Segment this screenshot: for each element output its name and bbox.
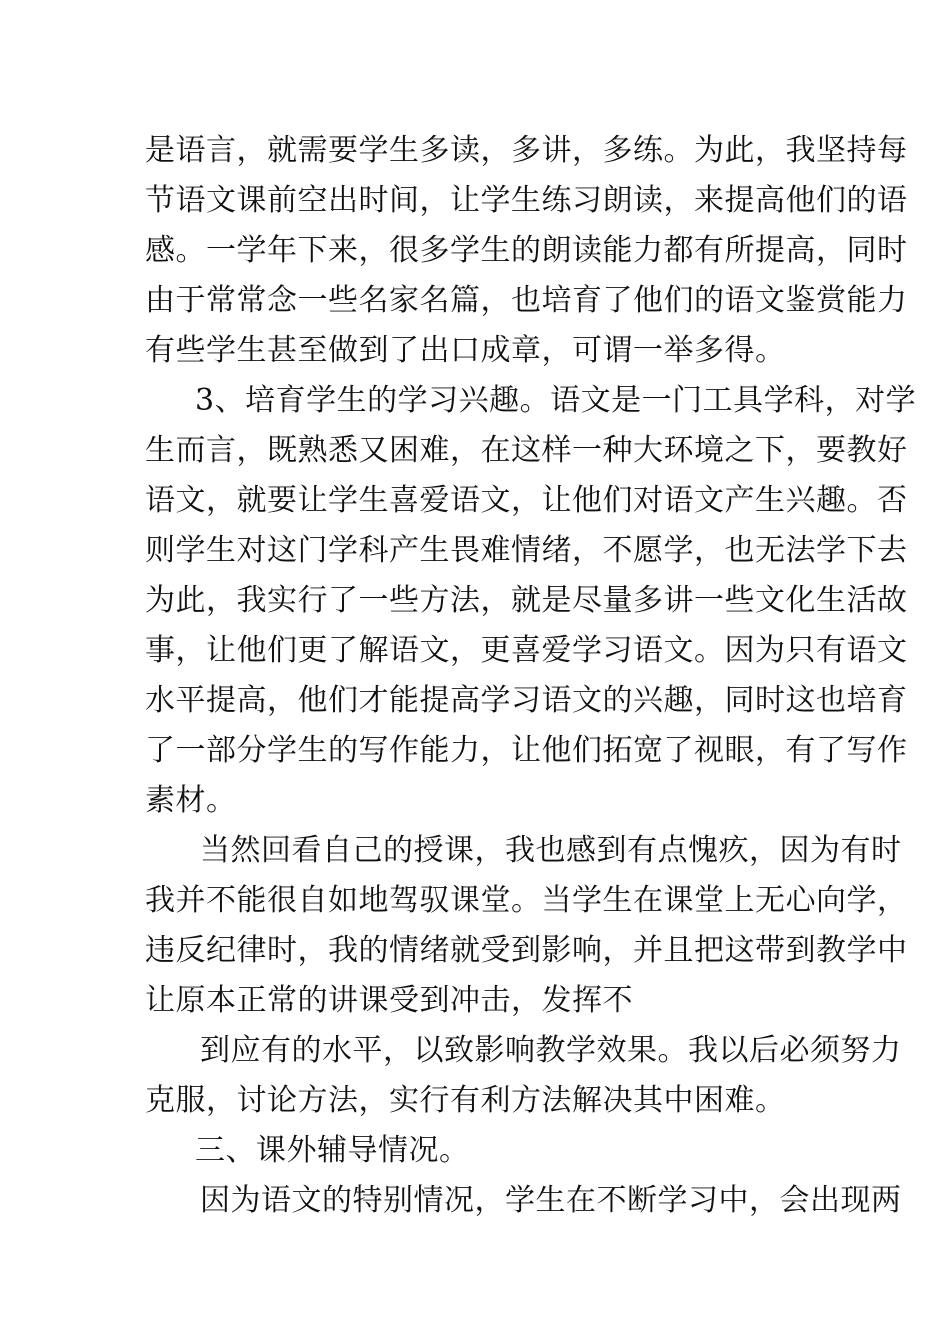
text-line-20: 克服，讨论方法，实行有利方法解决其中困难。	[145, 1083, 786, 1118]
text-line-2: 节语文课前空出时间，让学生练习朗读，来提高他们的语	[145, 183, 908, 218]
text-line-7: 生而言，既熟悉又困难，在这样一种大环境之下，要教好	[145, 433, 908, 468]
text-line-3: 感。一学年下来，很多学生的朗读能力都有所提高，同时	[145, 233, 908, 268]
text-line-4: 由于常常念一些名家名篇，也培育了他们的语文鉴赏能力	[145, 283, 908, 318]
text-line-9: 则学生对这门学科产生畏难情绪，不愿学，也无法学下去	[145, 533, 908, 568]
text-line-13: 了一部分学生的写作能力，让他们拓宽了视眼，有了写作	[145, 733, 908, 768]
text-line-18: 让原本正常的讲课受到冲击，发挥不	[145, 983, 633, 1018]
text-line-5: 有些学生甚至做到了出口成章，可谓一举多得。	[145, 333, 786, 368]
text-line-8: 语文，就要让学生喜爱语文，让他们对语文产生兴趣。否	[145, 483, 908, 518]
text-line-1: 是语言，就需要学生多读，多讲，多练。为此，我坚持每	[145, 133, 908, 168]
text-line-19: 到应有的水平，以致影响教学效果。我以后必须努力	[200, 1033, 902, 1068]
text-line-22: 因为语文的特别情况，学生在不断学习中，会出现两	[200, 1183, 902, 1218]
text-line-6: 3、培育学生的学习兴趣。语文是一门工具学科，对学	[195, 383, 917, 418]
text-line-14: 素材。	[145, 783, 237, 818]
text-line-17: 违反纪律时，我的情绪就受到影响，并且把这带到教学中	[145, 933, 908, 968]
text-line-10: 为此，我实行了一些方法，就是尽量多讲一些文化生活故	[145, 583, 908, 618]
text-line-16: 我并不能很自如地驾驭课堂。当学生在课堂上无心向学，	[145, 883, 908, 918]
text-line-12: 水平提高，他们才能提高学习语文的兴趣，同时这也培育	[145, 683, 908, 718]
text-line-21: 三、课外辅导情况。	[195, 1133, 470, 1168]
text-line-11: 事，让他们更了解语文，更喜爱学习语文。因为只有语文	[145, 633, 908, 668]
text-line-15: 当然回看自己的授课，我也感到有点愧疚，因为有时	[200, 833, 902, 868]
